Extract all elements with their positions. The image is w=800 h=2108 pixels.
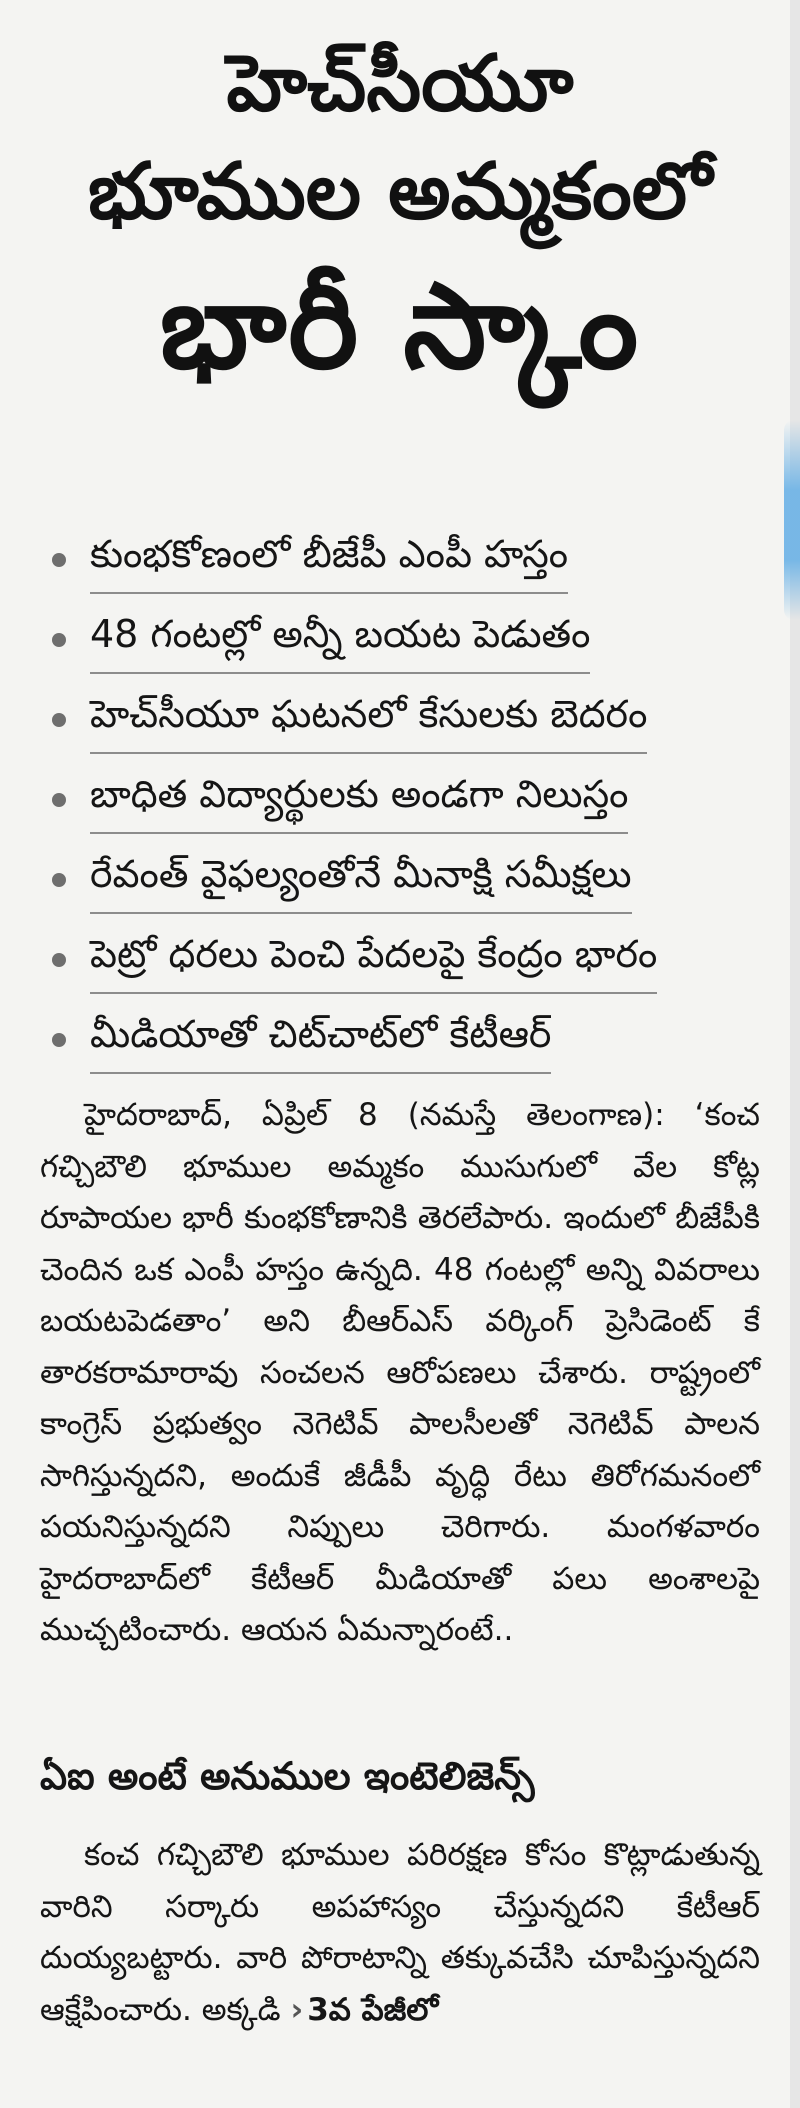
bullet-dot-icon xyxy=(52,713,66,727)
article-paragraph-2-text: కంచ గచ్చిబౌలి భూముల పరిరక్షణ కోసం కొట్లాడుతున్న వారిని సర్కారు అపహాస్యం చేస్తున్నదని కేటీఆర్ దుయ్యబట్టారు. వారి పోరాటాన్ని తక్కువచేసి చూపిస్తున్నదని ఆక్షేపించారు. అక్కడి xyxy=(40,1837,760,2028)
highlight-item xyxy=(40,1000,760,1080)
bullet-dot-icon xyxy=(52,873,66,887)
highlight-text: బాధిత విద్యార్థులకు అండగా నిలుస్తం xyxy=(90,766,628,834)
bullet-dot-icon xyxy=(52,793,66,807)
article-paragraph-1: హైదరాబాద్, ఏప్రిల్ 8 (నమస్తే తెలంగాణ): ‘కంచ గచ్చిబౌలి భూముల అమ్మకం ముసుగులో వేల కోట్ల రూపాయల భారీ కుంభకోణానికి తెరలేపారు. ఇందులో బీజేపీకి చెందిన ఒక ఎంపీ హస్తం ఉన్నది. 48 గంటల్లో అన్ని వివరాలు బయటపెడతాం’ అని బీఆర్‌ఎస్ వర్కింగ్ ప్రెసిడెంట్ కే తారకరామారావు సంచలన ఆరోపణలు చేశారు. రాష్ట్రంలో కాంగ్రెస్ ప్రభుత్వం నెగెటివ్ పాలసీలతో నెగెటివ్ పాలన సాగిస్తున్నదని, అందుకే జీడీపీ వృద్ధి రేటు తిరోగమనంలో పయనిస్తున్నదని నిప్పులు చెరిగారు. మంగళవారం హైదరాబాద్‌లో కేటీఆర్ మీడియాతో పలు అంశాలపై ముచ్చటించారు. ఆయన ఏమన్నారంటే.. xyxy=(40,1097,760,1648)
highlight-item xyxy=(40,760,760,840)
highlight-item xyxy=(40,920,760,1000)
highlight-text: రేవంత్ వైఫల్యంతోనే మీనాక్షి సమీక్షలు xyxy=(90,846,632,914)
continued-on-page-label: 3వ పేజీలో xyxy=(307,1991,439,2028)
chevron-right-icon: › xyxy=(290,1991,304,2028)
highlight-item xyxy=(40,680,760,760)
article-paragraph-2 xyxy=(40,1830,760,2036)
highlights-list xyxy=(40,520,760,1080)
highlight-item xyxy=(40,600,760,680)
highlight-text: 48 గంటల్లో అన్నీ బయట పెడుతం xyxy=(90,606,590,674)
bullet-dot-icon xyxy=(52,1033,66,1047)
headline xyxy=(40,40,760,395)
highlight-text: హెచ్‌సీయూ ఘటనలో కేసులకు బెదరం xyxy=(90,686,647,754)
highlight-item xyxy=(40,840,760,920)
headline-line-1: హెచ్‌సీయూ xyxy=(226,39,574,129)
highlight-item xyxy=(40,520,760,600)
continued-on-page xyxy=(290,1992,438,2028)
article-subheading: ఏఐ అంటే అనుముల ఇంటెలిజెన్స్ xyxy=(40,1754,535,1798)
headline-line-3: భారీ స్కాం xyxy=(159,257,641,396)
highlight-text: మీడియాతో చిట్‌చాట్‌లో కేటీఆర్ xyxy=(90,1006,551,1074)
bullet-dot-icon xyxy=(52,953,66,967)
highlight-text: కుంభకోణంలో బీజేపీ ఎంపీ హస్తం xyxy=(90,526,568,594)
highlight-text: పెట్రో ధరలు పెంచి పేదలపై కేంద్రం భారం xyxy=(90,926,657,994)
bullet-dot-icon xyxy=(52,553,66,567)
headline-line-2: భూముల అమ్మకంలో xyxy=(88,146,712,237)
bullet-dot-icon xyxy=(52,633,66,647)
